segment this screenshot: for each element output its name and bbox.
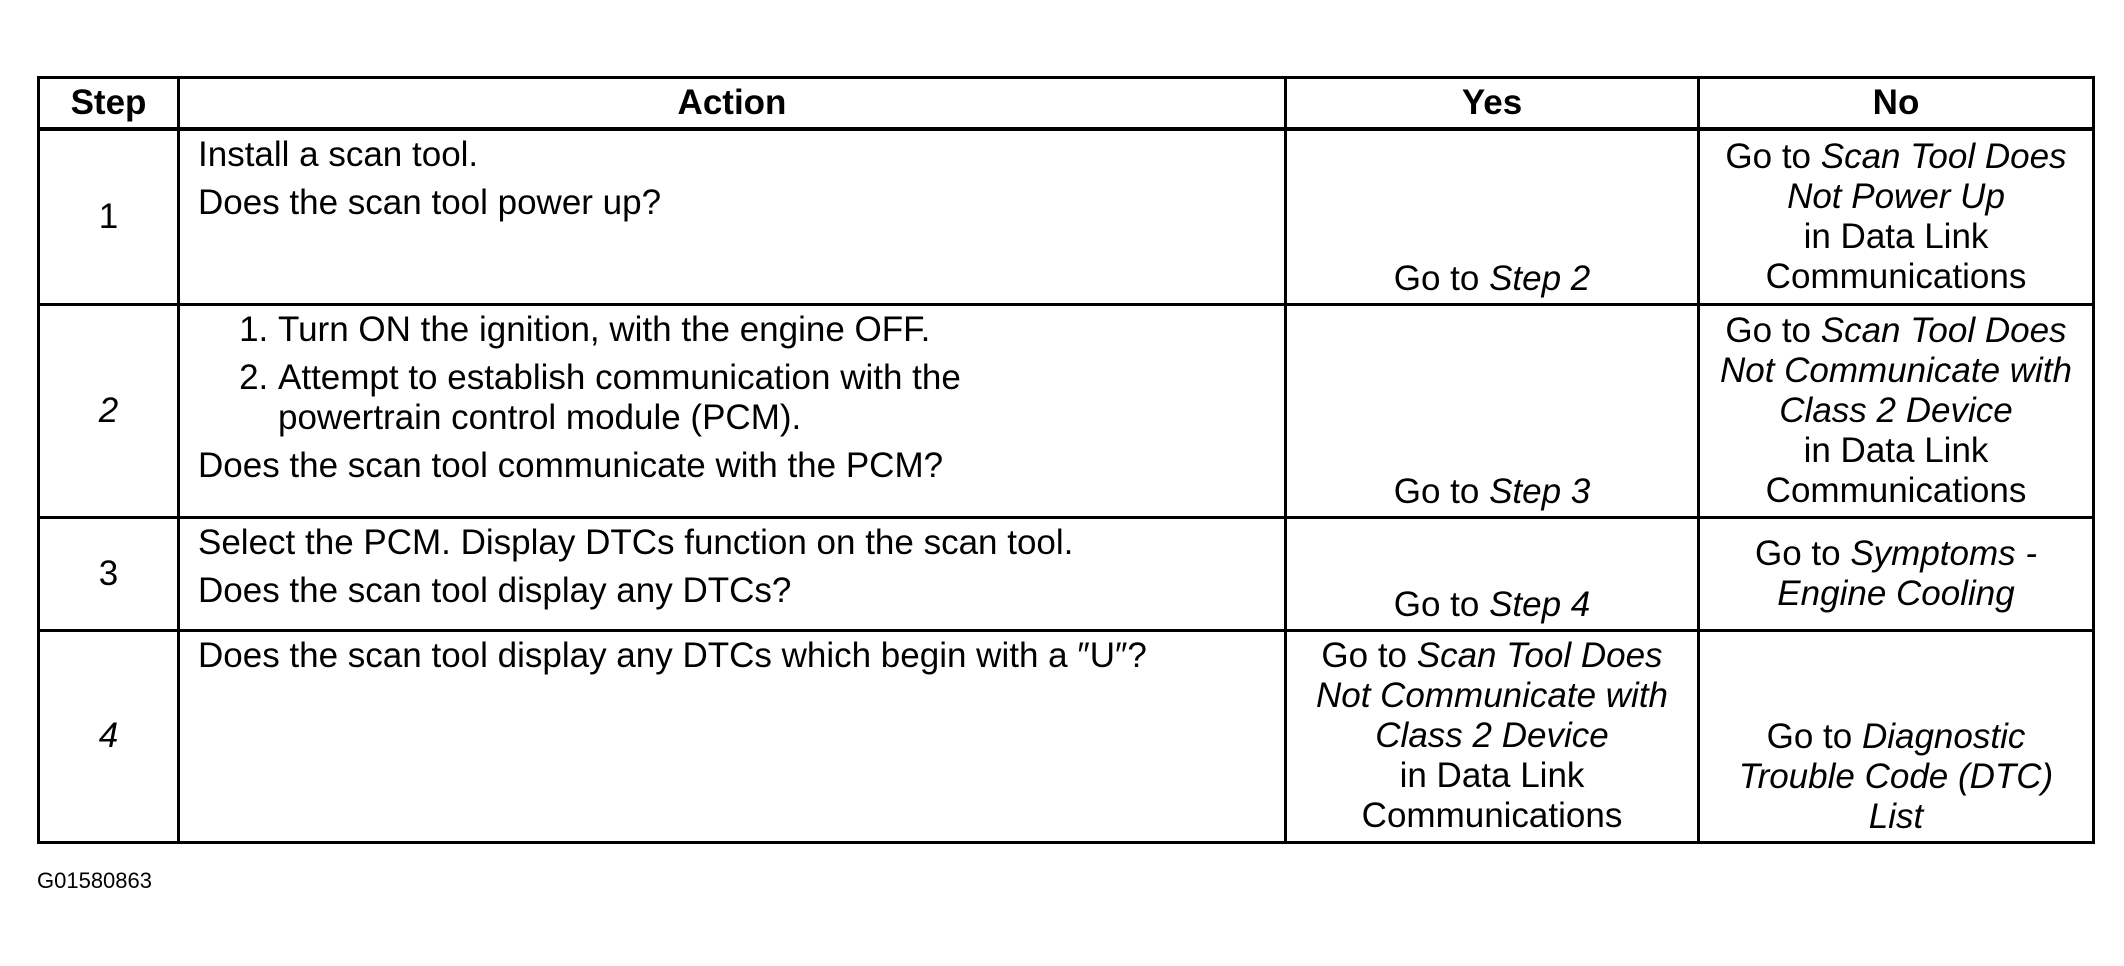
no-ref: Not Communicate with [1719, 350, 2073, 390]
no-line [1700, 717, 2092, 757]
no-prefix: Go to [1725, 310, 1821, 350]
yes-prefix: Go to [1393, 584, 1490, 624]
yes-cell [1286, 129, 1699, 304]
no-prefix: Go to [1766, 716, 1862, 756]
no-ref: Trouble Code (DTC) [1738, 756, 2054, 796]
action-question: Does the scan tool display any DTCs? [198, 570, 792, 610]
yes-ref: Step 3 [1489, 471, 1591, 511]
yes-ref: Class 2 Device [1375, 715, 1609, 755]
no-cell [1699, 304, 2094, 517]
action-question: Does the scan tool communicate with the PCM? [198, 445, 944, 485]
yes-cell [1286, 630, 1699, 842]
no-cell [1699, 630, 2094, 842]
action-question: Does the scan tool power up? [198, 183, 662, 222]
table-row [39, 517, 2094, 630]
action-text: Install a scan tool. [198, 135, 479, 174]
step-number: 3 [39, 517, 179, 630]
step-number: 2 [39, 304, 179, 517]
yes-ref: Step 4 [1489, 584, 1591, 624]
header-no: No [1699, 78, 2094, 130]
no-ref: Scan Tool Does [1820, 136, 2067, 176]
yes-suffix: Communications [1361, 795, 1623, 835]
no-prefix: Go to [1725, 136, 1821, 176]
header-step: Step [39, 78, 179, 130]
no-ref: Scan Tool Does [1820, 310, 2067, 350]
no-ref: Class 2 Device [1779, 390, 2013, 430]
step-number: 4 [39, 630, 179, 842]
no-line [1700, 137, 2092, 177]
action-list-item: 1. Turn ON the ignition, with the engine OFF. [278, 310, 1270, 350]
action-cell [179, 517, 1286, 630]
header-yes: Yes [1286, 78, 1699, 130]
header-action: Action [179, 78, 1286, 130]
action-cell [179, 129, 1286, 304]
no-ref: Symptoms - [1850, 533, 2038, 573]
action-list-item: 2. Attempt to establish communication with the powertrain control module (PCM). [278, 358, 1270, 438]
action-cell [179, 304, 1286, 517]
no-cell [1699, 129, 2094, 304]
action-text: Select the PCM. Display DTCs function on the scan tool. [198, 522, 1074, 562]
no-suffix: Communications [1765, 470, 2027, 510]
table-row [39, 630, 2094, 842]
yes-cell [1286, 304, 1699, 517]
yes-ref: Not Communicate with [1315, 675, 1669, 715]
yes-line [1287, 636, 1697, 676]
no-suffix: in Data Link [1803, 430, 1989, 470]
yes-prefix: Go to [1321, 635, 1417, 675]
no-line [1700, 311, 2092, 351]
no-ref: Diagnostic [1861, 716, 2026, 756]
no-ref: List [1868, 796, 1924, 836]
no-prefix: Go to [1754, 533, 1851, 573]
no-suffix: in Data Link [1803, 216, 1989, 256]
yes-prefix: Go to [1393, 471, 1490, 511]
yes-ref: Step 2 [1489, 258, 1591, 298]
no-suffix: Communications [1765, 256, 2027, 296]
action-list [198, 310, 1270, 438]
action-cell [179, 630, 1286, 842]
no-cell [1699, 517, 2094, 630]
no-ref: Engine Cooling [1777, 573, 2015, 613]
yes-cell [1286, 517, 1699, 630]
yes-suffix: in Data Link [1399, 755, 1585, 795]
table-header-row [39, 78, 2094, 130]
table-row [39, 129, 2094, 304]
yes-ref: Scan Tool Does [1416, 635, 1663, 675]
no-line [1700, 534, 2092, 574]
step-number: 1 [39, 129, 179, 304]
action-question: Does the scan tool display any DTCs which begin with a ″U″? [198, 635, 1147, 675]
table-row [39, 304, 2094, 517]
figure-id: G01580863 [37, 868, 152, 893]
diagnostic-table [37, 76, 2095, 844]
yes-prefix: Go to [1393, 258, 1490, 298]
no-ref: Not Power Up [1787, 176, 2005, 216]
